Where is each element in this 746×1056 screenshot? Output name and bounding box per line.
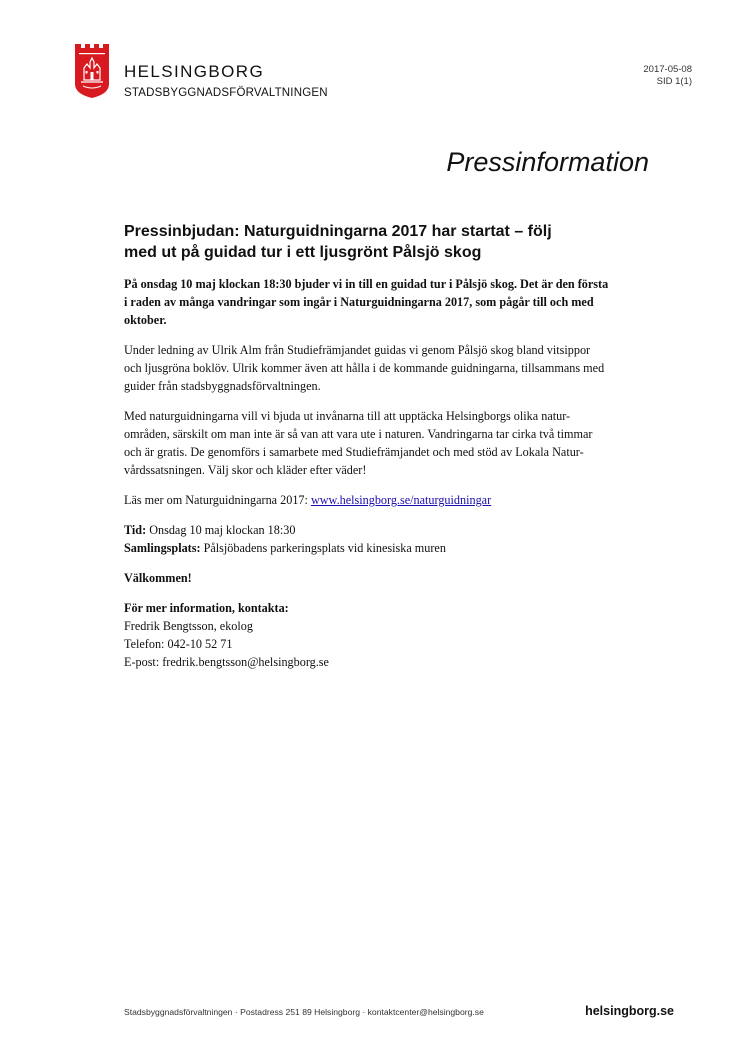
contact-block [124,599,664,671]
document-meta [643,64,692,88]
paragraph-purpose [124,407,664,479]
paragraph-line: Under ledning av Ulrik Alm från Studiefrämjandet guidas vi genom Pålsjö skog bland vitsippor [124,343,591,357]
place-value: Pålsjöbadens parkeringsplats vid kinesiska muren [200,541,446,555]
headline-line-1: Pressinbjudan: Naturguidningarna 2017 har startat – följ [124,223,552,240]
paragraph-line: och är gratis. De genomförs i samarbete med Studiefrämjandet och med stöd av Lokala Natur- [124,445,584,459]
footer-address: Stadsbyggnadsförvaltningen · Postadress 251 89 Helsingborg · kontaktcenter@helsingborg.se [124,1007,484,1017]
headline [124,221,644,263]
paragraph-guide [124,341,664,395]
department-name: STADSBYGGNADSFÖRVALTNINGEN [124,87,328,99]
read-more [124,491,664,509]
welcome-text [124,569,664,587]
paragraph-line: vårdssatsningen. Välj skor och kläder efter väder! [124,463,367,477]
naturguidningar-link[interactable]: www.helsingborg.se/naturguidningar [310,493,492,507]
lead-line: i raden av många vandringar som ingår i Naturguidningarna 2017, som pågår till och med [124,295,594,309]
lead-line: På onsdag 10 maj klockan 18:30 bjuder vi in till en guidad tur i Pålsjö skog. Det är den första [124,277,609,291]
headline-line-2: med ut på guidad tur i ett ljusgrönt Pålsjö skog [124,244,482,261]
paragraph-line: guider från stadsbyggnadsförvaltningen. [124,379,321,393]
paragraph-line: och ljusgröna boklöv. Ulrik kommer även att hålla i de kommande guidningarna, tillsammans med [124,361,605,375]
time-label: Tid: [124,523,147,537]
contact-name: Fredrik Bengtsson, ekolog [124,619,253,633]
contact-email: E-post: fredrik.bengtsson@helsingborg.se [124,655,329,669]
lead-line: oktober. [124,313,167,327]
footer-site: helsingborg.se [585,1004,674,1018]
time-value: Onsdag 10 maj klockan 18:30 [146,523,296,537]
article-body [124,275,664,683]
org-name: HELSINGBORG [124,62,265,81]
helsingborg-logo [75,44,109,98]
paragraph-line: områden, särskilt om man inte är så van att vara ute i naturen. Vandringarna tar cirka två timmar [124,427,593,441]
welcome-label: Välkommen! [124,571,192,585]
place-label: Samlingsplats: [124,541,201,555]
paragraph-line: Med naturguidningarna vill vi bjuda ut invånarna till att upptäcka Helsingborgs olika natur- [124,409,571,423]
contact-heading: För mer information, kontakta: [124,601,289,615]
read-more-text: Läs mer om Naturguidningarna 2017: [124,493,311,507]
event-details [124,521,664,557]
document-date: 2017-05-08 [643,64,692,75]
contact-phone: Telefon: 042-10 52 71 [124,637,233,651]
page-number: SID 1(1) [656,76,692,87]
document-type: Pressinformation [446,147,649,177]
lead-paragraph [124,275,664,329]
